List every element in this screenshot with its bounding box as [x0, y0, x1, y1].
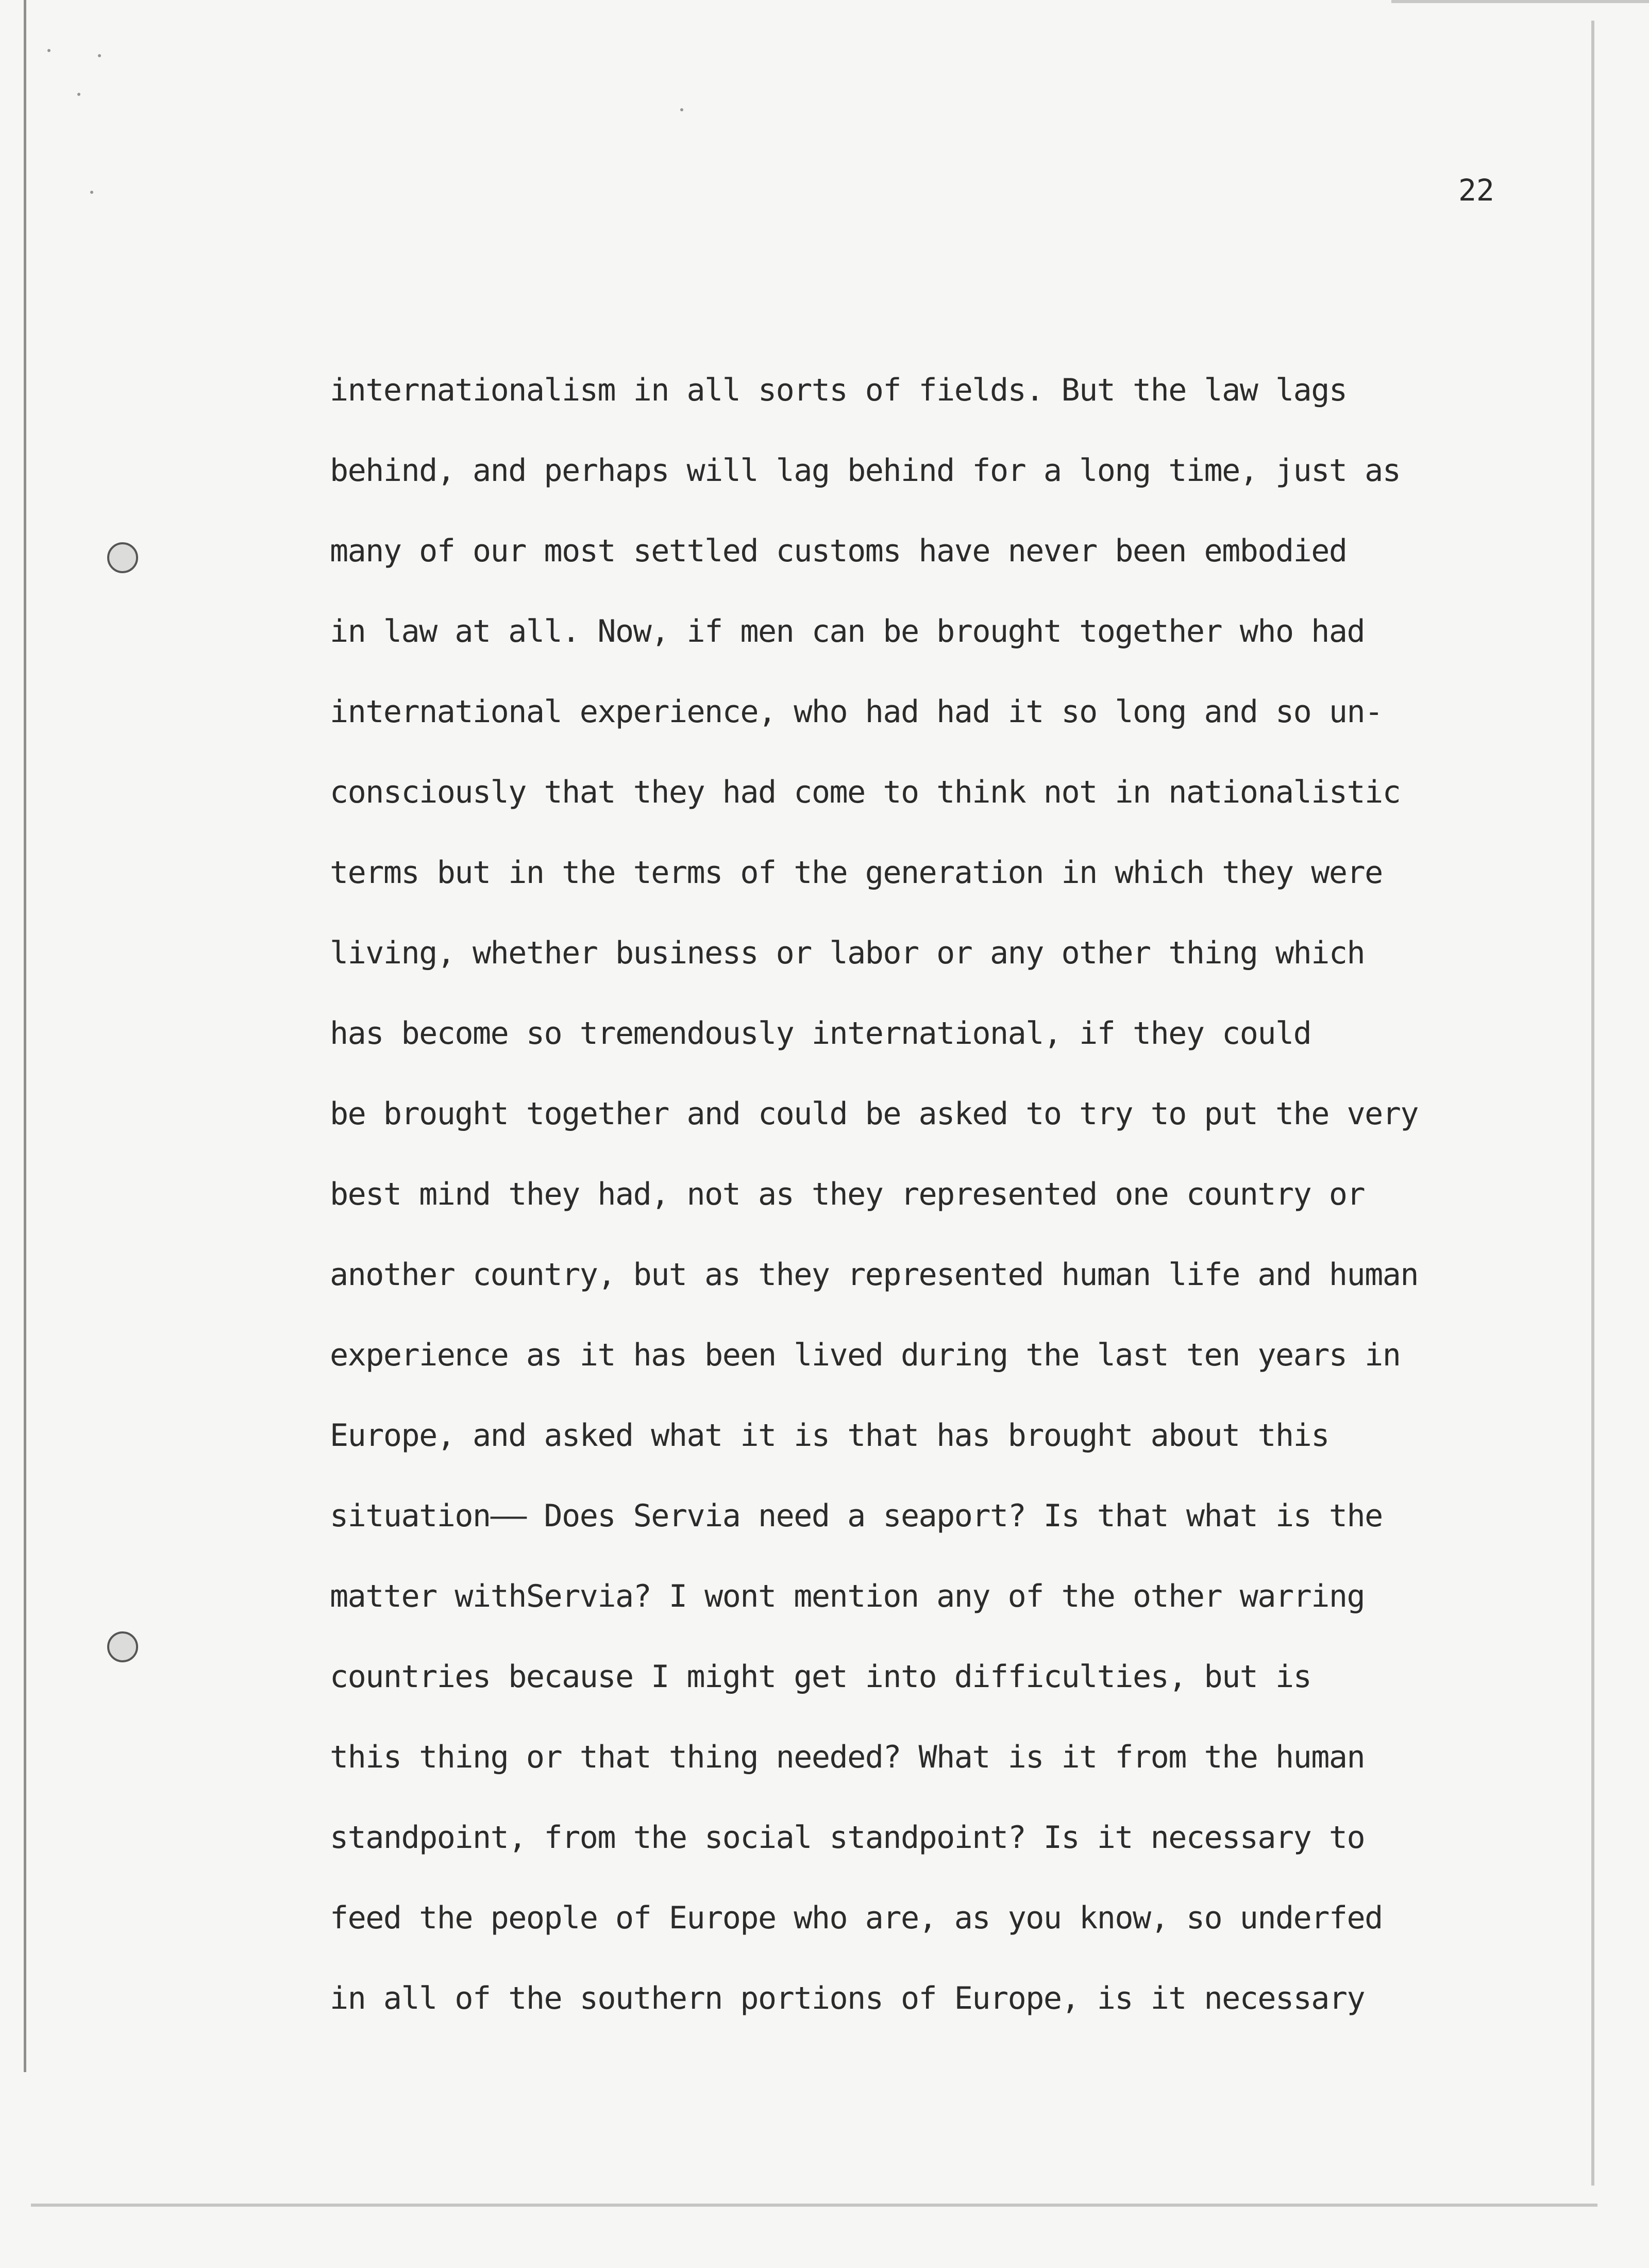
bottom-page-edge [31, 2204, 1597, 2207]
binder-hole-icon [107, 1631, 138, 1662]
text-line: best mind they had, not as they represented one country or [330, 1176, 1365, 1212]
text-line: behind, and perhaps will lag behind for a long time, just as [330, 453, 1401, 489]
speck [90, 191, 93, 194]
text-line: another country, but as they represented human life and human [330, 1257, 1419, 1293]
text-line: matter withServia? I wont mention any of the other warring [330, 1578, 1365, 1614]
page-number: 22 [1458, 173, 1494, 208]
speck [98, 54, 101, 57]
text-line: consciously that they had come to think not in nationalistic [330, 774, 1401, 810]
speck [680, 108, 683, 111]
speck [77, 93, 80, 96]
text-line: many of our most settled customs have never been embodied [330, 533, 1347, 569]
binder-hole-icon [107, 542, 138, 573]
text-line: international experience, who had had it so long and so un- [330, 694, 1383, 730]
text-line: this thing or that thing needed? What is it from the human [330, 1739, 1365, 1775]
text-line: situation—— Does Servia need a seaport? Is that what is the [330, 1498, 1383, 1534]
top-page-edge [1391, 0, 1649, 3]
left-page-edge [24, 0, 26, 2072]
right-page-edge [1591, 21, 1594, 2186]
text-line: in all of the southern portions of Europe, is it necessary [330, 1980, 1365, 2016]
text-line: living, whether business or labor or any other thing which [330, 935, 1365, 971]
body-text [330, 372, 1587, 2061]
text-line: terms but in the terms of the generation in which they were [330, 855, 1383, 891]
text-line: feed the people of Europe who are, as you know, so underfed [330, 1900, 1383, 1936]
text-line: Europe, and asked what it is that has brought about this [330, 1418, 1329, 1454]
text-line: standpoint, from the social standpoint? Is it necessary to [330, 1820, 1365, 1856]
text-line: countries because I might get into difficulties, but is [330, 1659, 1311, 1695]
speck [47, 49, 51, 52]
text-line: experience as it has been lived during the last ten years in [330, 1337, 1401, 1373]
text-line: in law at all. Now, if men can be brought together who had [330, 613, 1365, 649]
text-line: internationalism in all sorts of fields. But the law lags [330, 372, 1347, 408]
text-line: has become so tremendously international, if they could [330, 1015, 1311, 1052]
text-line: be brought together and could be asked to try to put the very [330, 1096, 1419, 1132]
